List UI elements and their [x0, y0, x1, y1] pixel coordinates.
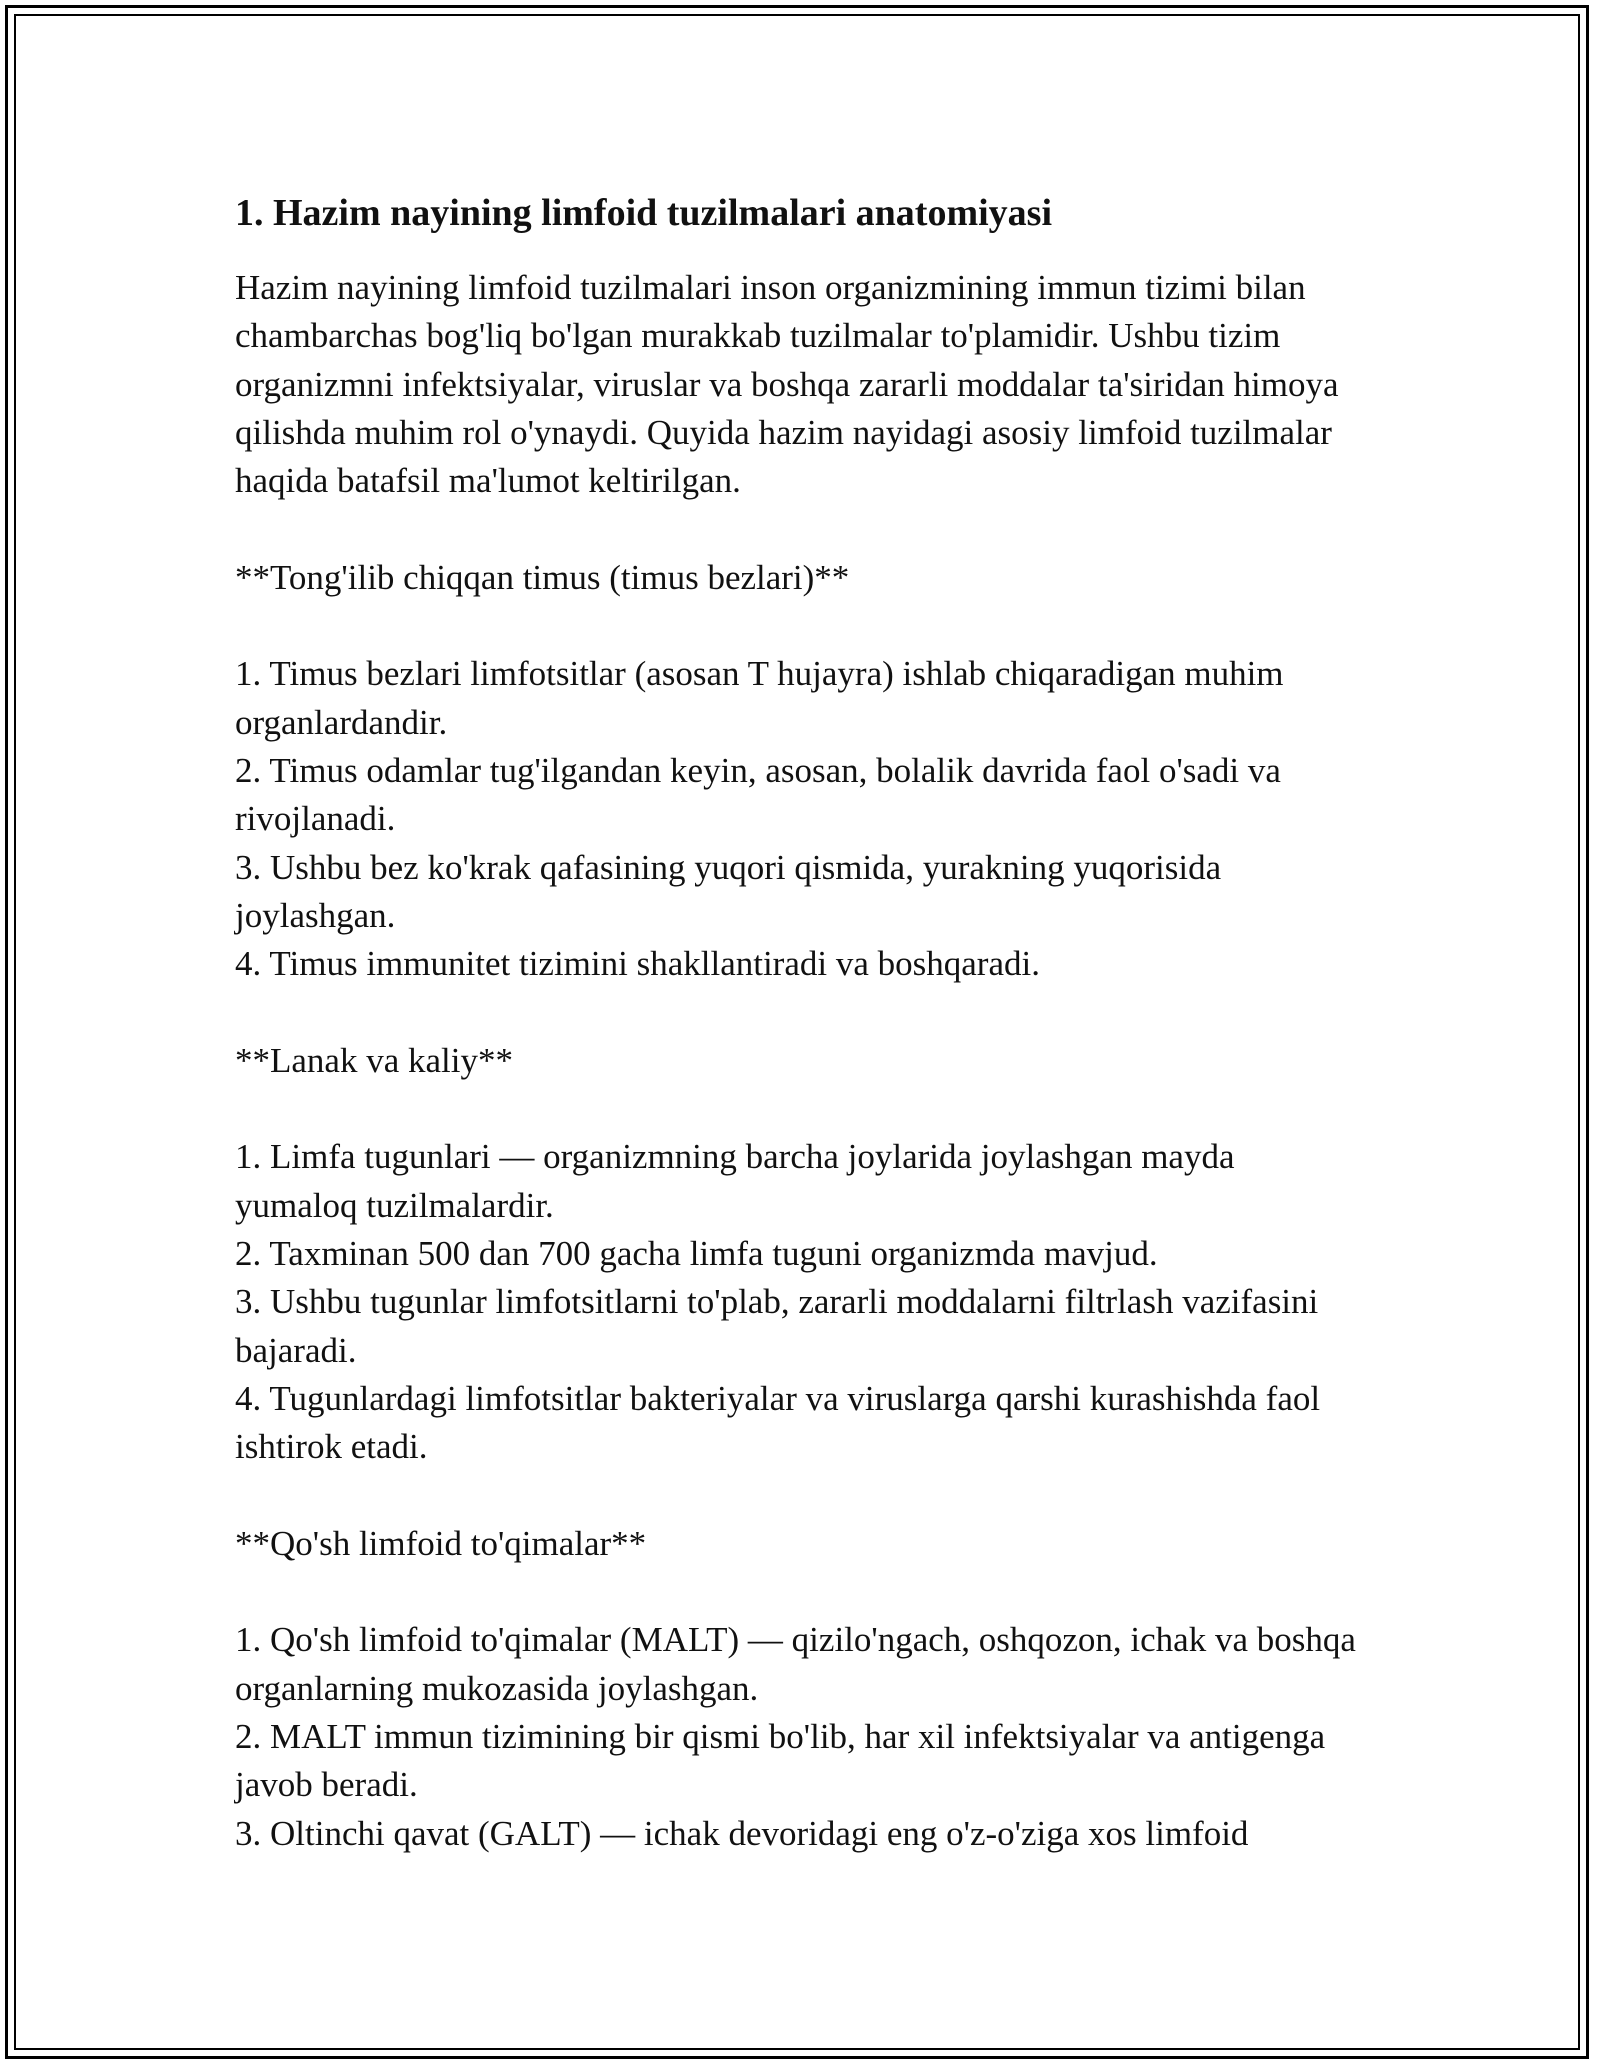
spacer [235, 602, 1365, 650]
list-item: 1. Timus bezlari limfotsitlar (asosan T hujayra) ishlab chiqaradigan muhim organlardandir. [235, 654, 1284, 742]
list-item: 3. Ushbu bez ko'krak qafasining yuqori qismida, yurakning yuqorisida joylashgan. [235, 847, 1222, 935]
intro-paragraph: Hazim nayining limfoid tuzilmalari inson organizmining immun tizimi bilan chambarchas bog'liq bo'lgan murakkab tuzilmalar to'plamidir. Ushbu tizim organizmni infektsiyalar, viruslar va boshqa zararli moddalar ta'siridan himoya qilishda muhim rol o'ynaydi. Quyida hazim nayidagi asosiy limfoid tuzilmalar haqida batafsil ma'lumot keltirilgan. [235, 268, 1339, 501]
spacer [235, 988, 1365, 1036]
spacer [235, 1471, 1365, 1519]
list-item: 4. Timus immunitet tizimini shakllantiradi va boshqaradi. [235, 944, 1040, 984]
section-heading-malt: **Qo'sh limfoid to'qimalar** [235, 1523, 647, 1563]
section-heading-limfa: **Lanak va kaliy** [235, 1040, 513, 1080]
list-item: 2. Taxminan 500 dan 700 gacha limfa tuguni organizmda mavjud. [235, 1233, 1158, 1273]
spacer [235, 505, 1365, 553]
document-title: 1. Hazim nayining limfoid tuzilmalari anatomiyasi [235, 192, 1053, 234]
spacer [235, 1568, 1365, 1616]
section-heading-timus: **Tong'ilib chiqqan timus (timus bezlari)** [235, 557, 850, 597]
list-item: 2. MALT immun tizimining bir qismi bo'lib, har xil infektsiyalar va antigenga javob beradi. [235, 1716, 1326, 1805]
list-item: 1. Qo'sh limfoid to'qimalar (MALT) — qizilo'ngach, oshqozon, ichak va boshqa organlarning mukozasida joylashgan. [235, 1620, 1356, 1708]
list-item: 3. Ushbu tugunlar limfotsitlarni to'plab, zararli moddalarni filtrlash vazifasini bajaradi. [235, 1282, 1319, 1370]
list-item: 2. Timus odamlar tug'ilgandan keyin, asosan, bolalik davrida faol o'sadi va rivojlanadi. [235, 750, 1281, 839]
list-item: 1. Limfa tugunlari — organizmning barcha joylarida joylashgan mayda yumaloq tuzilmalardir. [235, 1137, 1235, 1225]
list-item: 4. Tugunlardagi limfotsitlar bakteriyalar va viruslarga qarshi kurashishda faol ishtirok etadi. [235, 1378, 1321, 1467]
list-item: 3. Oltinchi qavat (GALT) — ichak devoridagi eng o'z-o'ziga xos limfoid [235, 1813, 1249, 1853]
spacer [235, 1085, 1365, 1133]
document-body [235, 188, 1365, 1858]
